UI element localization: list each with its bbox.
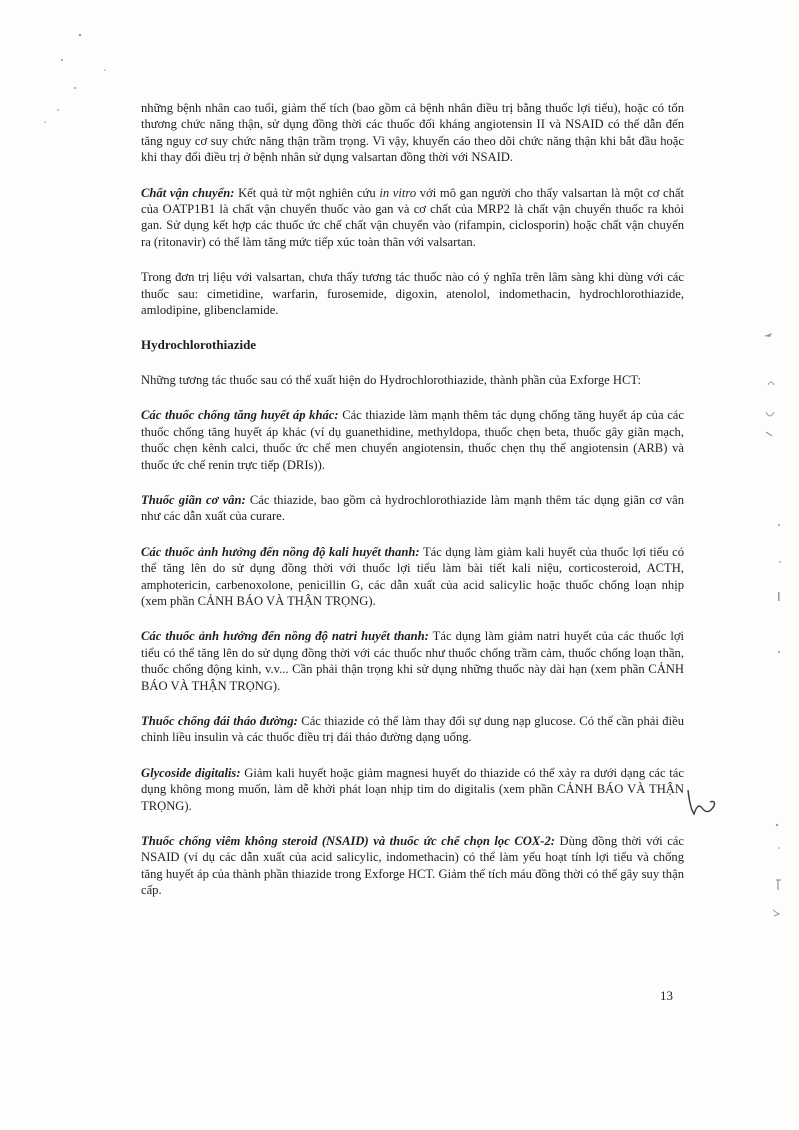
section-heading-hydrochlorothiazide: Hydrochlorothiazide [141, 337, 257, 353]
lead-antidiabetics: Thuốc chống đái tháo đường: [141, 713, 298, 728]
lead-transporters: Chất vận chuyển: [141, 185, 235, 200]
paragraph-nsaid-renal: những bệnh nhân cao tuổi, giảm thể tích (bao gồm cả bệnh nhân điều trị bằng thuốc lợi tiểu), hoặc có tổn thương chức năng thận, sử dụng đồng thời các thuốc đối kháng angiotensin II và NSAID có thể dẫn đến tăng nguy cơ suy chức năng thận trầm trọng. Vì vậy, khuyến cáo theo dõi chức năng thận khi bắt đầu hoặc khi thay đổi điều trị ở bệnh nhân sử dụng valsartan đồng thời với NSAID. [141, 101, 684, 165]
transporters-text-a: Kết quả từ một nghiên cứu [234, 185, 380, 200]
page-number: 13 [660, 988, 673, 1003]
page-body [141, 100, 684, 918]
paragraph-antidiabetics [141, 713, 684, 746]
handwritten-initials-mark [688, 790, 715, 814]
paragraph-sodium [141, 628, 684, 694]
potassium-text: Tác dụng làm giảm kali huyết của thuốc lợi tiểu có thể tăng lên do sử dụng đồng thời với thuốc lợi tiểu làm bài tiết kali niệu, corticosteroid, ACTH, amphotericin, carbenoxolone, penicillin G, các dẫn xuất của acid salicylic hoặc thuốc chống loạn nhịp (xem phần CẢNH BÁO VÀ THẬN TRỌNG). [141, 544, 685, 608]
muscle-relaxants-text: Các thiazide, bao gồm cả hydrochlorothiazide làm mạnh thêm tác dụng giãn cơ vân như các dẫn xuất của curare. [141, 492, 685, 524]
antihypertensives-text: Các thiazide làm mạnh thêm tác dụng chống tăng huyết áp của các thuốc chống tăng huyết áp khác (ví dụ guanethidine, methyldopa, thuốc chẹn beta, thuốc gây giãn mạch, thuốc chẹn kênh calci, thuốc ức chế men chuyển angiotensin, thuốc chẹn thụ thể angiotensin (ARB) và thuốc ức chế renin trực tiếp (DRIs)). [141, 408, 684, 472]
antidiabetics-text: Các thiazide có thể làm thay đổi sự dung nạp glucose. Có thể cần phải điều chỉnh liều insulin và các thuốc điều trị đái tháo đường dạng uống. [141, 713, 684, 745]
paragraph-antihypertensives [141, 407, 684, 473]
lead-antihypertensives: Các thuốc chống tăng huyết áp khác: [141, 408, 339, 423]
paragraph-transporters [141, 185, 684, 251]
transporters-text-b: với mô gan người cho thấy valsartan là một cơ chất của OATP1B1 là chất vận chuyển thuốc vào gan và cơ chất của MRP2 là chất vận chuyển thuốc ra khỏi gan. Sử dụng kết hợp các thuốc ức chế chất vận chuyển vào (rifampin, ciclosporin) hoặc chất vận chuyển ra (ritonavir) có thể làm tăng mức tiếp xúc toàn thân với valsartan. [141, 185, 684, 249]
paragraph-monotherapy: Trong đơn trị liệu với valsartan, chưa thấy tương tác thuốc nào có ý nghĩa trên lâm sàng khi dùng với các thuốc sau: cimetidine, warfarin, furosemide, digoxin, atenolol, indomethacin, hydrochlorothiazide, amlodipine, glibenclamide. [141, 270, 684, 318]
sodium-text: Tác dụng làm giảm natri huyết của các thuốc lợi tiểu có thể tăng lên do sử dụng đồng thời với các thuốc như thuốc chống trầm cảm, thuốc chống loạn thần, thuốc chống động kinh, v.v... Cần phải thận trọng khi sử dụng những thuốc này dài hạn (xem phần CẢNH BÁO VÀ THẬN TRỌNG). [141, 629, 685, 693]
paragraph-digitalis [141, 765, 684, 814]
digitalis-text: Giảm kali huyết hoặc giảm magnesi huyết do thiazide có thể xảy ra dưới dạng các tác dụng không mong muốn, làm dễ khởi phát loạn nhịp tim do digitalis (xem phần CẢNH BÁO VÀ THẬN TRỌNG). [141, 765, 684, 813]
lead-nsaid-cox2: Thuốc chống viêm không steroid (NSAID) và thuốc ức chế chọn lọc COX-2: [141, 834, 555, 848]
lead-digitalis: Glycoside digitalis: [141, 765, 241, 780]
in-vitro-term: in vitro [379, 185, 417, 200]
paragraph-muscle-relaxants [141, 492, 684, 525]
nsaid-cox2-text: Dùng đồng thời với các NSAID (ví dụ các dẫn xuất của acid salicylic, indomethacin) có thể làm yếu hoạt tính lợi tiểu và chống tăng huyết áp của thành phần thiazide trong Exforge HCT. Giảm thể tích máu đồng thời có thể gây suy thận cấp. [141, 834, 684, 898]
paragraph-hctz-intro: Những tương tác thuốc sau có thể xuất hiện do Hydrochlorothiazide, thành phần của Exforge HCT: [141, 372, 641, 387]
lead-sodium: Các thuốc ảnh hưởng đến nồng độ natri huyết thanh: [141, 629, 429, 644]
paragraph-potassium [141, 544, 684, 610]
lead-muscle-relaxants: Thuốc giãn cơ vân: [141, 492, 246, 507]
paragraph-nsaid-cox2 [141, 833, 684, 899]
lead-potassium: Các thuốc ảnh hưởng đến nồng độ kali huyết thanh: [141, 544, 420, 559]
